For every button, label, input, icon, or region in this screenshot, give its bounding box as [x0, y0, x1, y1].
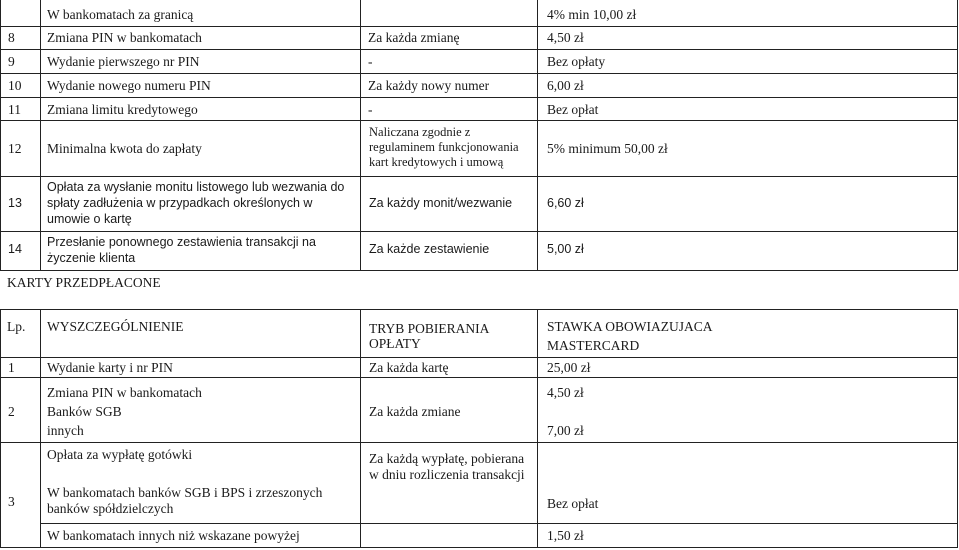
row-number: 12	[8, 141, 22, 156]
row-fee-value: Bez opłaty	[547, 54, 606, 69]
row-label-line2: Banków SGB	[47, 404, 122, 419]
column-divider	[360, 0, 361, 271]
row-label-line3: umowie o kartę	[47, 212, 132, 226]
row-label: Wydanie nowego numeru PIN	[47, 78, 211, 93]
column-divider	[0, 0, 1, 271]
row-charge-mode-line1: Za każdą wypłatę, pobierana	[369, 451, 525, 466]
row-charge-mode: -	[368, 54, 373, 69]
row-divider	[0, 176, 957, 177]
row-number: 1	[8, 360, 15, 375]
row-fee-value: 4% min 10,00 zł	[547, 7, 637, 22]
row-charge-mode: Za każda kartę	[369, 360, 449, 375]
row-fee-value: 6,60 zł	[547, 196, 584, 210]
row-charge-mode: Za każda zmianę	[368, 30, 460, 45]
row-label-line3: banków spółdzielczych	[47, 501, 174, 516]
row-number: 8	[8, 30, 15, 45]
row-divider	[40, 523, 957, 524]
row-divider	[0, 120, 957, 121]
header-rate-line1: STAWKA OBOWIAZUJACA	[547, 319, 713, 334]
row-divider	[0, 26, 957, 27]
row-charge-mode: -	[368, 102, 373, 117]
row-fee-value: 6,00 zł	[547, 78, 584, 93]
column-divider	[957, 0, 958, 271]
row-fee-value: Bez opłat	[547, 102, 599, 117]
column-divider	[957, 309, 958, 548]
row-divider	[0, 49, 957, 50]
column-divider	[40, 309, 41, 548]
header-charge-mode-line2: OPŁATY	[369, 336, 421, 351]
row-number: 13	[8, 196, 22, 210]
column-divider	[40, 0, 41, 271]
header-charge-mode-line1: TRYB POBIERANIA	[369, 321, 490, 336]
column-divider	[537, 309, 538, 548]
column-divider	[0, 309, 1, 548]
row-label-line2: spłaty zadłużenia w przypadkach określonych w	[47, 196, 313, 210]
row-divider	[0, 73, 957, 74]
row-number: 14	[8, 242, 22, 256]
row-charge-mode-line2: regulaminem funkcjonowania	[369, 140, 519, 154]
row-label-line2: życzenie klienta	[47, 251, 136, 265]
row-label-line1: Opłata za wypłatę gotówki	[47, 447, 193, 462]
row-charge-mode: Za każdy nowy numer	[368, 78, 490, 93]
row-label: W bankomatach za granicą	[47, 7, 194, 22]
row-fee-value: 1,50 zł	[547, 528, 584, 543]
row-label: W bankomatach innych niż wskazane powyżej	[47, 528, 300, 543]
header-rate-line2: MASTERCARD	[547, 338, 640, 353]
row-charge-mode-line3: kart kredytowych i umową	[369, 155, 504, 169]
row-label-line3: innych	[47, 423, 84, 438]
section-title: KARTY PRZEDPŁACONE	[7, 275, 161, 290]
row-fee-value-other: 7,00 zł	[547, 423, 584, 438]
row-fee-value: Bez opłat	[547, 496, 599, 511]
row-fee-value: 5,00 zł	[547, 242, 584, 256]
row-label-line1: Zmiana PIN w bankomatach	[47, 385, 202, 400]
row-divider	[0, 547, 957, 548]
header-description: WYSZCZEGÓLNIENIE	[47, 319, 184, 334]
row-number: 2	[8, 404, 15, 419]
row-label: Zmiana limitu kredytowego	[47, 102, 198, 117]
column-divider	[360, 309, 361, 548]
row-divider	[0, 231, 957, 232]
row-divider	[0, 270, 957, 271]
row-charge-mode-line1: Naliczana zgodnie z	[369, 125, 471, 139]
row-charge-mode: Za każde zestawienie	[369, 242, 490, 256]
row-charge-mode: Za każdy monit/wezwanie	[369, 196, 513, 210]
row-fee-value: 4,50 zł	[547, 30, 584, 45]
row-divider	[0, 442, 957, 443]
row-label-line2: W bankomatach banków SGB i BPS i zrzeszonych	[47, 485, 323, 500]
row-label-line1: Opłata za wysłanie monitu listowego lub wezwania do	[47, 180, 345, 194]
row-label: Zmiana PIN w bankomatach	[47, 30, 202, 45]
row-number: 9	[8, 54, 15, 69]
row-charge-mode: Za każda zmiane	[369, 404, 461, 419]
header-lp: Lp.	[7, 319, 26, 334]
row-fee-value: 25,00 zł	[547, 360, 591, 375]
row-number: 11	[8, 102, 21, 117]
row-label-line1: Przesłanie ponownego zestawienia transakcji na	[47, 235, 316, 249]
row-divider	[0, 357, 957, 358]
row-fee-value: 5% minimum 50,00 zł	[547, 141, 668, 156]
row-divider	[0, 97, 957, 98]
row-divider	[0, 377, 957, 378]
row-number: 10	[8, 78, 22, 93]
row-label: Wydanie pierwszego nr PIN	[47, 54, 200, 69]
row-divider	[0, 309, 957, 310]
column-divider	[537, 0, 538, 271]
row-charge-mode-line2: w dniu rozliczenia transakcji	[369, 467, 525, 482]
row-label: Minimalna kwota do zapłaty	[47, 141, 202, 156]
row-number: 3	[8, 494, 15, 509]
row-label: Wydanie karty i nr PIN	[47, 360, 173, 375]
row-fee-value-sgb: 4,50 zł	[547, 385, 584, 400]
